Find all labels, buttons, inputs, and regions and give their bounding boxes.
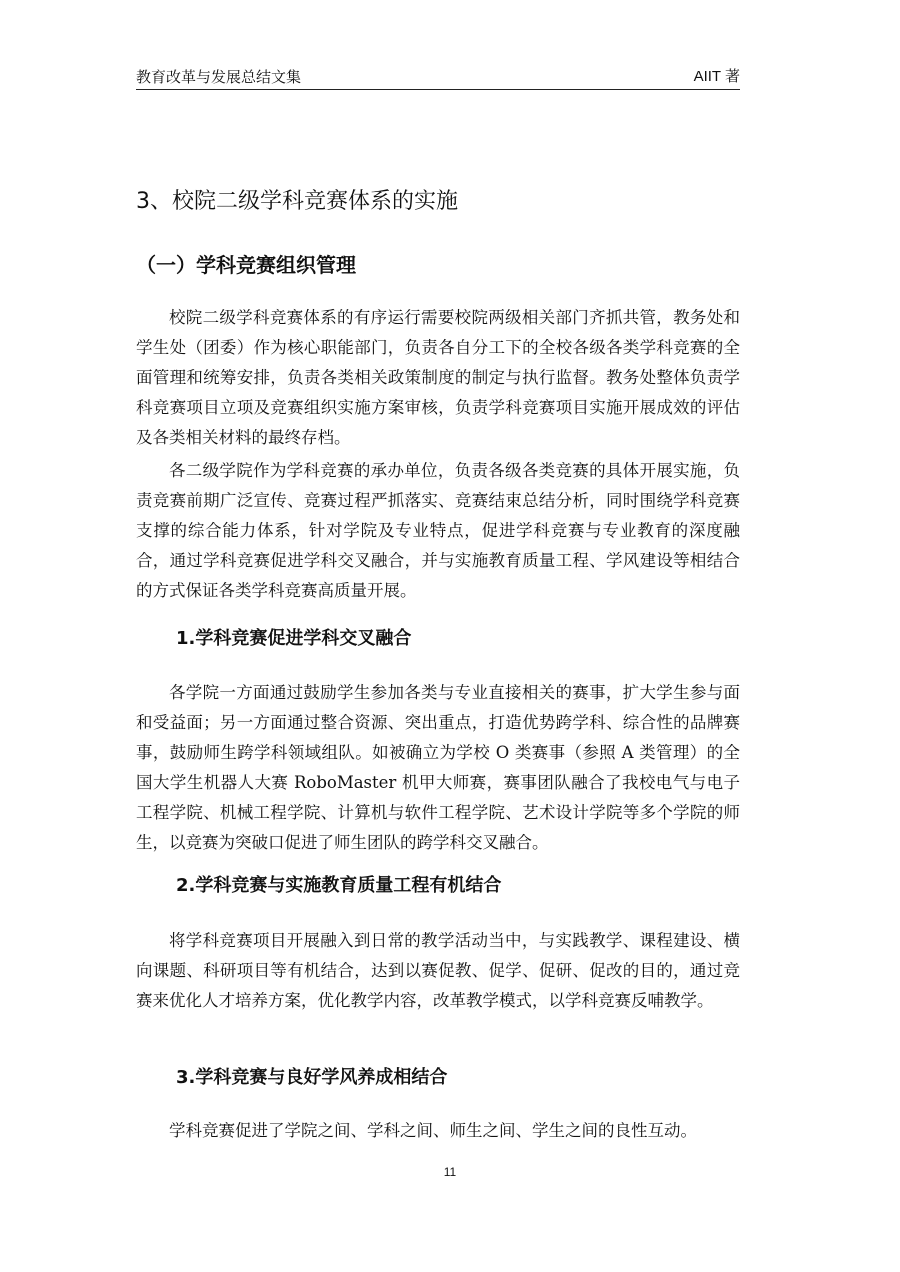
running-header [136,66,740,88]
subsection-title: （一）学科竞赛组织管理 [136,253,356,277]
header-author: AIIT 著 [693,68,740,85]
paragraph-interdisciplinary-integration: 各学院一方面通过鼓励学生参加各类与专业直接相关的赛事，扩大学生参与面和受益面；另一方面通过整合资源、突出重点，打造优势跨学科、综合性的品牌赛事，鼓励师生跨学科领域组队。如被确立为学校 O 类赛事（参照 A 类管理）的全国大学生机器人大赛 RoboMaster 机甲大师赛，赛事团队融合了我校电气与电子工程学院、机械工程学院、计算机与软件工程学院、艺术设计学院等多个学院的师生，以竞赛为突破口促进了师生团队的跨学科交叉融合。 [136,683,740,852]
paragraph-college-responsibilities: 各二级学院作为学科竞赛的承办单位，负责各级各类竞赛的具体开展实施，负责竞赛前期广泛宣传、竞赛过程严抓落实、竞赛结束总结分析，同时围绕学科竞赛支撑的综合能力体系，针对学院及专业特点，促进学科竞赛与专业教育的深度融合，通过学科竞赛促进学科交叉融合，并与实施教育质量工程、学风建设等相结合的方式保证各类学科竞赛高质量开展。 [136,461,740,600]
heading-interdisciplinary-integration: 1.学科竞赛促进学科交叉融合 [176,628,412,649]
header-divider [136,89,740,90]
paragraph-organization-management: 校院二级学科竞赛体系的有序运行需要校院两级相关部门齐抓共管，教务处和学生处（团委）作为核心职能部门，负责各自分工下的全校各级各类学科竞赛的全面管理和统筹安排，负责各类相关政策制度的制定与执行监督。教务处整体负责学科竞赛项目立项及竞赛组织实施方案审核，负责学科竞赛项目实施开展成效的评估及各类相关材料的最终存档。 [136,308,740,447]
page-number: 11 [443,1165,457,1179]
heading-study-atmosphere: 3.学科竞赛与良好学风养成相结合 [176,1067,448,1088]
paragraph-study-atmosphere: 学科竞赛促进了学院之间、学科之间、师生之间、学生之间的良性互动。 [169,1121,697,1140]
paragraph-quality-engineering: 将学科竞赛项目开展融入到日常的教学活动当中，与实践教学、课程建设、横向课题、科研项目等有机结合，达到以赛促教、促学、促研、促改的目的，通过竞赛来优化人才培养方案，优化教学内容，改革教学模式，以学科竞赛反哺教学。 [136,931,740,1010]
heading-quality-engineering: 2.学科竞赛与实施教育质量工程有机结合 [176,875,502,896]
header-collection-title: 教育改革与发展总结文集 [136,68,302,86]
section-title: 3、校院二级学科竞赛体系的实施 [136,189,458,214]
